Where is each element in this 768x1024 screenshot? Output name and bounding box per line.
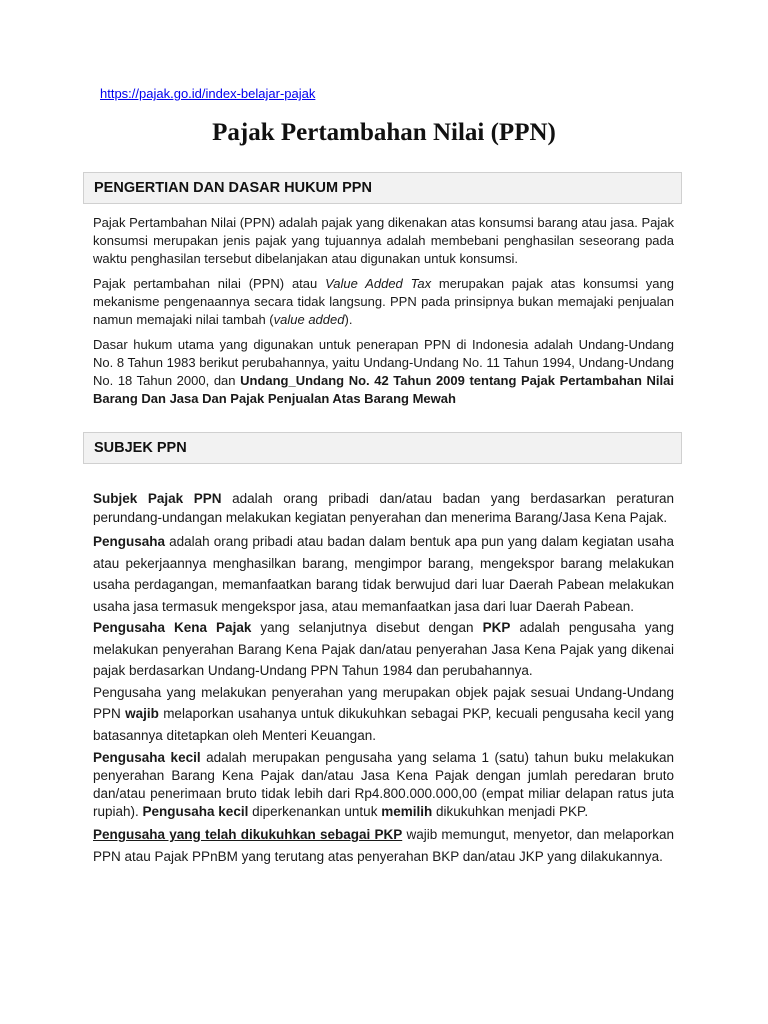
section-heading-label: SUBJEK PPN <box>94 440 187 456</box>
source-link[interactable]: https://pajak.go.id/index-belajar-pajak <box>100 86 316 101</box>
section-heading-pengertian <box>83 172 682 204</box>
paragraph-pkp: Pengusaha Kena Pajak yang selanjutnya disebut dengan PKP adalah pengusaha yang melakukan penyerahan Barang Kena Pajak dan/atau penyerahan Jasa Kena Pajak yang dikenai pajak berdasarkan Undang-Undang PPN Tahun 1984 dan perubahannya. <box>93 620 674 678</box>
paragraph-legal-basis: Dasar hukum utama yang digunakan untuk penerapan PPN di Indonesia adalah Undang-Undang No. 8 Tahun 1983 berikut perubahannya, yaitu Undang-Undang No. 11 Tahun 1994, Undang-Undang No. 18 Tahun 2000, dan Undang_Undang No. 42 Tahun 2009 tentang Pajak Pertambahan Nilai Barang Dan Jasa Dan Pajak Penjualan Atas Barang Mewah <box>93 337 674 406</box>
section-body-pengertian <box>93 214 674 408</box>
section-body-subjek <box>93 489 674 867</box>
paragraph-vat: Pajak pertambahan nilai (PPN) atau Value Added Tax merupakan pajak atas konsumsi yang mekanisme pengenaannya secara tidak langsung. PPN pada prinsipnya bukan memajaki penjualan namun memajaki nilai tambah (value added). <box>93 276 674 327</box>
paragraph-subjek: Subjek Pajak PPN adalah orang pribadi dan/atau badan yang berdasarkan peraturan perundang-undangan melakukan kegiatan penyerahan dan menerima Barang/Jasa Kena Pajak. <box>93 491 674 525</box>
section-heading-label: PENGERTIAN DAN DASAR HUKUM PPN <box>94 180 372 196</box>
section-heading-subjek <box>83 432 682 464</box>
page-title: Pajak Pertambahan Nilai (PPN) <box>212 119 556 146</box>
paragraph-pengusaha-kecil: Pengusaha kecil adalah merupakan pengusaha yang selama 1 (satu) tahun buku melakukan penyerahan Barang Kena Pajak dan/atau Jasa Kena Pajak dengan jumlah peredaran bruto dan/atau penerimaan bruto tidak lebih dari Rp4.800.000.000,00 (empat miliar delapan ratus juta rupiah). Pengusaha kecil diperkenankan untuk memilih dikukuhkan menjadi PKP. <box>93 750 674 819</box>
paragraph-wajib: Pengusaha yang melakukan penyerahan yang merupakan objek pajak sesuai Undang-Undang PPN wajib melaporkan usahanya untuk dikukuhkan sebagai PKP, kecuali pengusaha kecil yang batasannya ditetapkan oleh Menteri Keuangan. <box>93 684 674 743</box>
paragraph-pengusaha: Pengusaha adalah orang pribadi atau badan dalam bentuk apa pun yang dalam kegiatan usaha atau pekerjaannya menghasilkan barang, mengimpor barang, mengekspor barang melakukan usaha perdagangan, memanfaatkan barang tidak berwujud dari luar Daerah Pabean melakukan usaha jasa termasuk mengekspor jasa, atau memanfaatkan jasa dari luar Daerah Pabean. <box>93 534 674 614</box>
paragraph-definition: Pajak Pertambahan Nilai (PPN) adalah pajak yang dikenakan atas konsumsi barang atau jasa. Pajak konsumsi merupakan jenis pajak yang tujuannya adalah membebani penghasilan seseorang pada waktu penghasilan tersebut dibelanjakan atau digunakan untuk konsumsi. <box>93 215 675 266</box>
paragraph-pkp-obligation: Pengusaha yang telah dikukuhkan sebagai PKP wajib memungut, menyetor, dan melaporkan PPN atau Pajak PPnBM yang terutang atas penyerahan BKP dan/atau JKP yang dilakukannya. <box>93 827 674 864</box>
